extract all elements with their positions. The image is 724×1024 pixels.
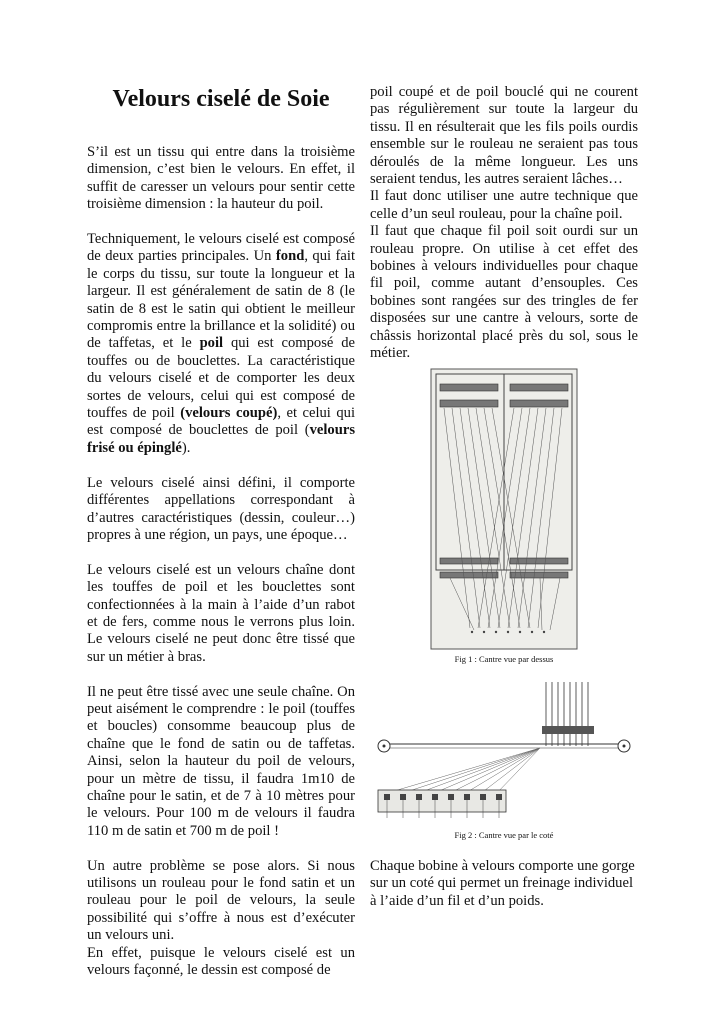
paragraph-poil-coupe: poil coupé et de poil bouclé qui ne courent pas régulièrement sur toute la largeur du tissu. Il en résulterait que les fils poils ourdis ensemble sur le rouleau ne seraient pas tous déroulés de la même longueur. Les uns seraient tendus, les autres seraient lâches… — [370, 84, 638, 188]
paragraph-technique: Techniquement, le velours ciselé est composé de deux parties principales. Un fond, qui fait le corps du tissu, sur toute la longueur et la largeur. Il est généralement de satin de 8 (le satin de 8 est le satin qui obtient le meilleur compromis entre la brillance et la solidité) ou de taffetas, et le poil qui est composé de touffes ou de bouclettes. La caractéristique du velours ciselé et de comporter les deux sortes de velours, celui qui est composé de touffes de poil (velours coupé), et celui qui est composé de bouclettes de poil (velours frisé ou épinglé). — [87, 231, 355, 456]
paragraph-velours-chaine: Le velours ciselé est un velours chaîne dont les touffes de poil et les bouclettes sont confectionnées à la main à l’aide d’un rabot et de fers, comme nous le verrons plus loin. Le velours ciselé ne peut donc être tissé que sur un métier à bras. — [87, 561, 355, 665]
page-title: Velours ciselé de Soie — [112, 86, 330, 112]
cantre-top-illustration — [430, 368, 578, 650]
paragraph-probleme: Un autre problème se pose alors. Si nous utilisons un rouleau pour le fond satin et un rouleau pour le poil de velours, la seule possibilité qui s’offre à nous est d’exécuter un velours uni. — [87, 857, 355, 944]
cantre-side-illustration — [370, 676, 638, 826]
figure-1-caption: Fig 1 : Cantre vue par dessus — [454, 654, 554, 664]
paragraph-bobines: Il faut que chaque fil poil soit ourdi sur un rouleau propre. On utilise à cet effet des bobines à velours individuelles pour chaque fil poil, comme autant d’ensouples. Ces bobines sont rangées sur des tringles de fer disposées sur une cantre à velours, sorte de châssis horizontal placé près du sol, sous le métier. — [370, 223, 638, 362]
paragraph-chaine: Il ne peut être tissé avec une seule chaîne. On peut aisément le comprendre : le poil (touffes et boucles) consomme beaucoup plus de chaîne que le fond de satin ou de taffetas. Ainsi, selon la hauteur du poil de velours, pour un mètre de tissu, il faudra 1m10 de chaîne pour le satin, et de 7 à 10 mètres pour le velours. Pour 100 m de velours il faudra 110 m de satin et 700 m de poil ! — [87, 683, 355, 839]
right-column — [370, 84, 638, 363]
paragraph-appellations: Le velours ciselé ainsi défini, il comporte différentes appellations correspondant à d’autres caractéristiques (dessin, couleur…) propres à une région, un pays, une époque… — [87, 474, 355, 543]
paragraph-en-effet: En effet, puisque le velours ciselé est un velours façonné, le dessin est composé de — [87, 944, 355, 979]
figure-2-caption: Fig 2 : Cantre vue par le coté — [454, 830, 554, 840]
figure-cantre-top — [370, 368, 638, 664]
paragraph-intro: S’il est un tissu qui entre dans la troisième dimension, c’est bien le velours. En effet, il suffit de caresser un velours pour sentir cette troisième dimension : la hauteur du poil. — [87, 144, 355, 213]
figure-cantre-side — [370, 676, 638, 840]
paragraph-autre-technique: Il faut donc utiliser une autre technique que celle d’un seul rouleau, pour la chaîne poil. — [370, 188, 638, 222]
paragraph-gorge: Chaque bobine à velours comporte une gorge sur un coté qui permet un freinage individuel à l’aide d’un fil et d’un poids. — [370, 858, 635, 909]
left-column — [87, 84, 355, 979]
